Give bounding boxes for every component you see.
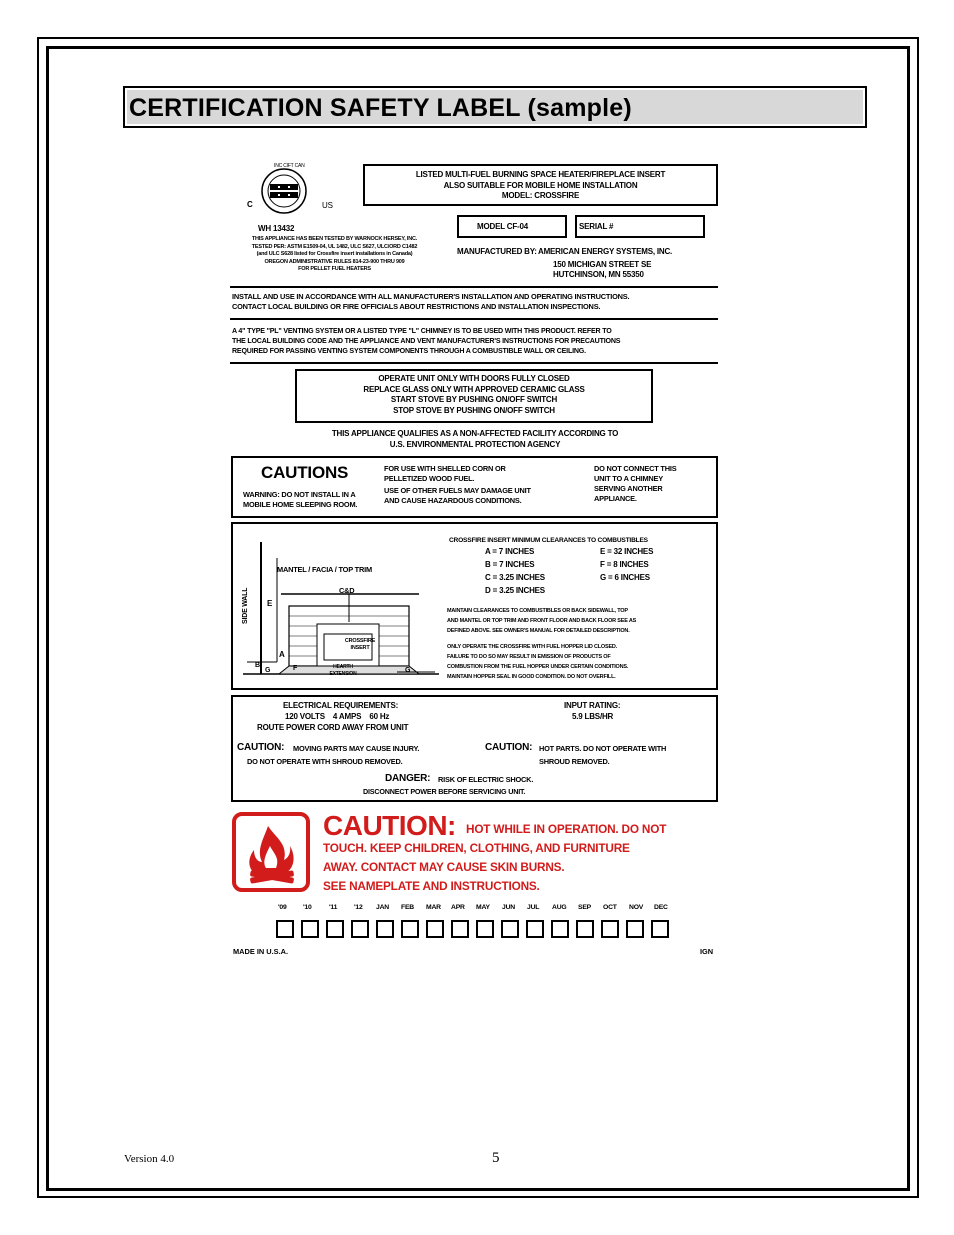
date-checkbox[interactable]	[576, 920, 594, 938]
venting-text-3: REQUIRED FOR PASSING VENTING SYSTEM COMPONENTS THROUGH A COMBUSTIBLE WALL OR CEILING.	[232, 347, 586, 355]
date-label: APR	[451, 904, 465, 911]
date-label: JAN	[376, 904, 389, 911]
page-title: CERTIFICATION SAFETY LABEL (sample)	[129, 94, 632, 122]
diagram-a: A	[279, 650, 285, 659]
venting-text-1: A 4" TYPE "PL" VENTING SYSTEM OR A LISTED TYPE "L" CHIMNEY IS TO BE USED WITH THIS PRODUCT. REFER TO	[232, 327, 612, 335]
listed-box: LISTED MULTI-FUEL BURNING SPACE HEATER/FIREPLACE INSERT ALSO SUITABLE FOR MOBILE HOME INSTALLATION MODEL: CROSSFIRE	[363, 164, 718, 206]
diagram-side-wall: SIDE WALL	[242, 587, 249, 624]
label-code: IGN	[700, 947, 714, 956]
big-caution-line-1: HOT WHILE IN OPERATION. DO NOT	[466, 822, 667, 836]
date-checkbox[interactable]	[651, 920, 669, 938]
date-label: AUG	[552, 904, 567, 911]
big-caution-line-4: SEE NAMEPLATE AND INSTRUCTIONS.	[323, 879, 540, 893]
date-label: NOV	[629, 904, 644, 911]
date-checkbox[interactable]	[601, 920, 619, 938]
date-label: OCT	[603, 904, 617, 911]
date-checkbox[interactable]	[301, 920, 319, 938]
diagram-cd: C&D	[339, 586, 355, 595]
date-label: FEB	[401, 904, 414, 911]
diagram-g-right: G	[405, 667, 411, 674]
date-checkbox[interactable]	[451, 920, 469, 938]
made-in-usa: MADE IN U.S.A.	[233, 947, 289, 956]
big-caution-line-3: AWAY. CONTACT MAY CAUSE SKIN BURNS.	[323, 860, 565, 874]
date-label: '11	[329, 904, 338, 911]
venting-text-2: THE LOCAL BUILDING CODE AND THE APPLIANCE AND VENT MANUFACTURER'S INSTRUCTIONS FOR PRECAUTIONS	[232, 337, 621, 345]
date-label: DEC	[654, 904, 668, 911]
big-caution-word: CAUTION:	[323, 810, 456, 841]
date-checkbox[interactable]	[551, 920, 569, 938]
install-text-2: CONTACT LOCAL BUILDING OR FIRE OFFICIALS ABOUT RESTRICTIONS AND INSTALLATION INSPECTIONS.	[232, 302, 601, 311]
divider	[230, 318, 718, 320]
fire-caution-icon	[232, 812, 310, 892]
diagram-b: B	[255, 662, 260, 669]
diagram-e: E	[267, 599, 273, 608]
logo-ring-text: INC CIFT CAN	[274, 163, 305, 169]
tested-text: THIS APPLIANCE HAS BEEN TESTED BY WARNOCK HERSEY, INC. TESTED PER: ASTM E1509-04, UL 1482, ULC S627, ULC/ORD C1482 (and ULC S628 listed for Crossfire insert installations in Canada) OREGON ADMINISTRATIVE RULES 814-23-900 THRU 909 FOR PELLET FUEL HEATERS	[251, 236, 418, 272]
date-checkbox[interactable]	[276, 920, 294, 938]
diagram-f: F	[293, 665, 298, 672]
date-checkbox[interactable]	[626, 920, 644, 938]
date-label: JUL	[527, 904, 540, 911]
address-line-2: HUTCHINSON, MN 55350	[553, 270, 644, 279]
date-checkbox[interactable]	[476, 920, 494, 938]
manufacturer-name: AMERICAN ENERGY SYSTEMS, INC.	[538, 247, 673, 256]
epa-text: THIS APPLIANCE QUALIFIES AS A NON-AFFECTED FACILITY ACCORDING TO U.S. ENVIRONMENTAL PROTECTION AGENCY	[331, 429, 619, 449]
date-checkbox[interactable]	[526, 920, 544, 938]
clearances-heading: CROSSFIRE INSERT MINIMUM CLEARANCES TO COMBUSTIBLES	[449, 537, 648, 544]
cautions-heading: CAUTIONS	[261, 463, 349, 482]
diagram-hearth: HEARTH EXTENSION	[329, 664, 357, 677]
date-checkbox[interactable]	[501, 920, 519, 938]
cautions-box: CAUTIONS WARNING: DO NOT INSTALL IN A MOBILE HOME SLEEPING ROOM. FOR USE WITH SHELLED CORN OR PELLETIZED WOOD FUEL. USE OF OTHER FUELS MAY DAMAGE UNIT AND CAUSE HAZARDOUS CONDITIONS. DO NOT CONNECT THIS UNIT TO A CHIMNEY SERVING ANOTHER APPLIANCE.	[231, 456, 718, 518]
certification-label	[228, 160, 722, 960]
electrical-box: ELECTRICAL REQUIREMENTS: 120 VOLTS 4 AMPS 60 Hz ROUTE POWER CORD AWAY FROM UNIT INPUT RATING: 5.9 LBS/HR CAUTION: MOVING PARTS MAY CAUSE INJURY. DO NOT OPERATE WITH SHROUD REMOVED. CAUTION: HOT PARTS. DO NOT OPERATE WITH SHROUD REMOVED. DANGER: RISK OF ELECTRIC SHOCK. DISCONNECT POWER BEFORE SERVICING UNIT.	[231, 695, 718, 802]
page-number: 5	[492, 1150, 500, 1166]
date-label: MAR	[426, 904, 441, 911]
date-label: '12	[354, 904, 363, 911]
serial-box: SERIAL #	[575, 215, 705, 238]
manufactured-label: MANUFACTURED BY:	[457, 247, 537, 256]
date-label: SEP	[578, 904, 592, 911]
date-label: MAY	[476, 904, 490, 911]
date-checkbox[interactable]	[351, 920, 369, 938]
big-caution-line-2: TOUCH. KEEP CHILDREN, CLOTHING, AND FURNITURE	[323, 841, 630, 855]
install-text-1: INSTALL AND USE IN ACCORDANCE WITH ALL MANUFACTURER'S INSTALLATION AND OPERATING INSTRUCTIONS.	[232, 292, 630, 301]
diagram-mantel: MANTEL / FACIA / TOP TRIM	[277, 565, 372, 574]
address-line-1: 150 MICHIGAN STREET SE	[553, 260, 652, 269]
version-text: Version 4.0	[124, 1153, 175, 1165]
date-label: '09	[278, 904, 287, 911]
date-checkbox[interactable]	[426, 920, 444, 938]
divider	[230, 286, 718, 288]
logo-us: US	[322, 201, 333, 210]
diagram-g-left: G	[265, 667, 271, 674]
date-checkbox[interactable]	[376, 920, 394, 938]
operate-box: OPERATE UNIT ONLY WITH DOORS FULLY CLOSED REPLACE GLASS ONLY WITH APPROVED CERAMIC GLASS START STOVE BY PUSHING ON/OFF SWITCH STOP STOVE BY PUSHING ON/OFF SWITCH	[295, 369, 653, 423]
divider	[230, 362, 718, 364]
date-label: JUN	[502, 904, 515, 911]
model-box: MODEL CF-04	[457, 215, 567, 238]
section-title-box	[123, 86, 867, 128]
date-checkbox[interactable]	[401, 920, 419, 938]
wh-number: WH 13432	[258, 224, 295, 233]
clearances-box: MANTEL / FACIA / TOP TRIM SIDE WALL C&D E A B F G G CROSSFIRE INSERT HEARTH EXTENSION CROSSFIRE INSERT MINIMUM CLEARANCES TO COMBUSTIBLES A = 7 INCHES B = 7 INCHES C = 3.25 INCHES D = 3.25 INCHES E = 32 INCHES F = 8 INCHES G = 6 INCHES MAINTAIN CLEARANCES TO COMBUSTIBLES OR BACK SIDEWALL, TOP AND MANTEL OR TOP TRIM AND FRONT FLOOR AND BACK FLOOR SEE AS DEFINED ABOVE. SEE OWNER'S MANUAL FOR DETAILED DESCRIPTION. ONLY OPERATE THE CROSSFIRE WITH FUEL HOPPER LID CLOSED. FAILURE TO DO SO MAY RESULT IN EMISSION OF PRODUCTS OF COMBUSTION FROM THE FUEL HOPPER UNDER CERTAIN CONDITIONS. MAINTAIN HOPPER SEAL IN GOOD CONDITION. DO NOT OVERFILL.	[231, 522, 718, 690]
logo-c: C	[247, 200, 253, 209]
date-checkbox[interactable]	[326, 920, 344, 938]
date-label: '10	[303, 904, 312, 911]
diagram-insert: CROSSFIRE INSERT	[344, 638, 376, 651]
